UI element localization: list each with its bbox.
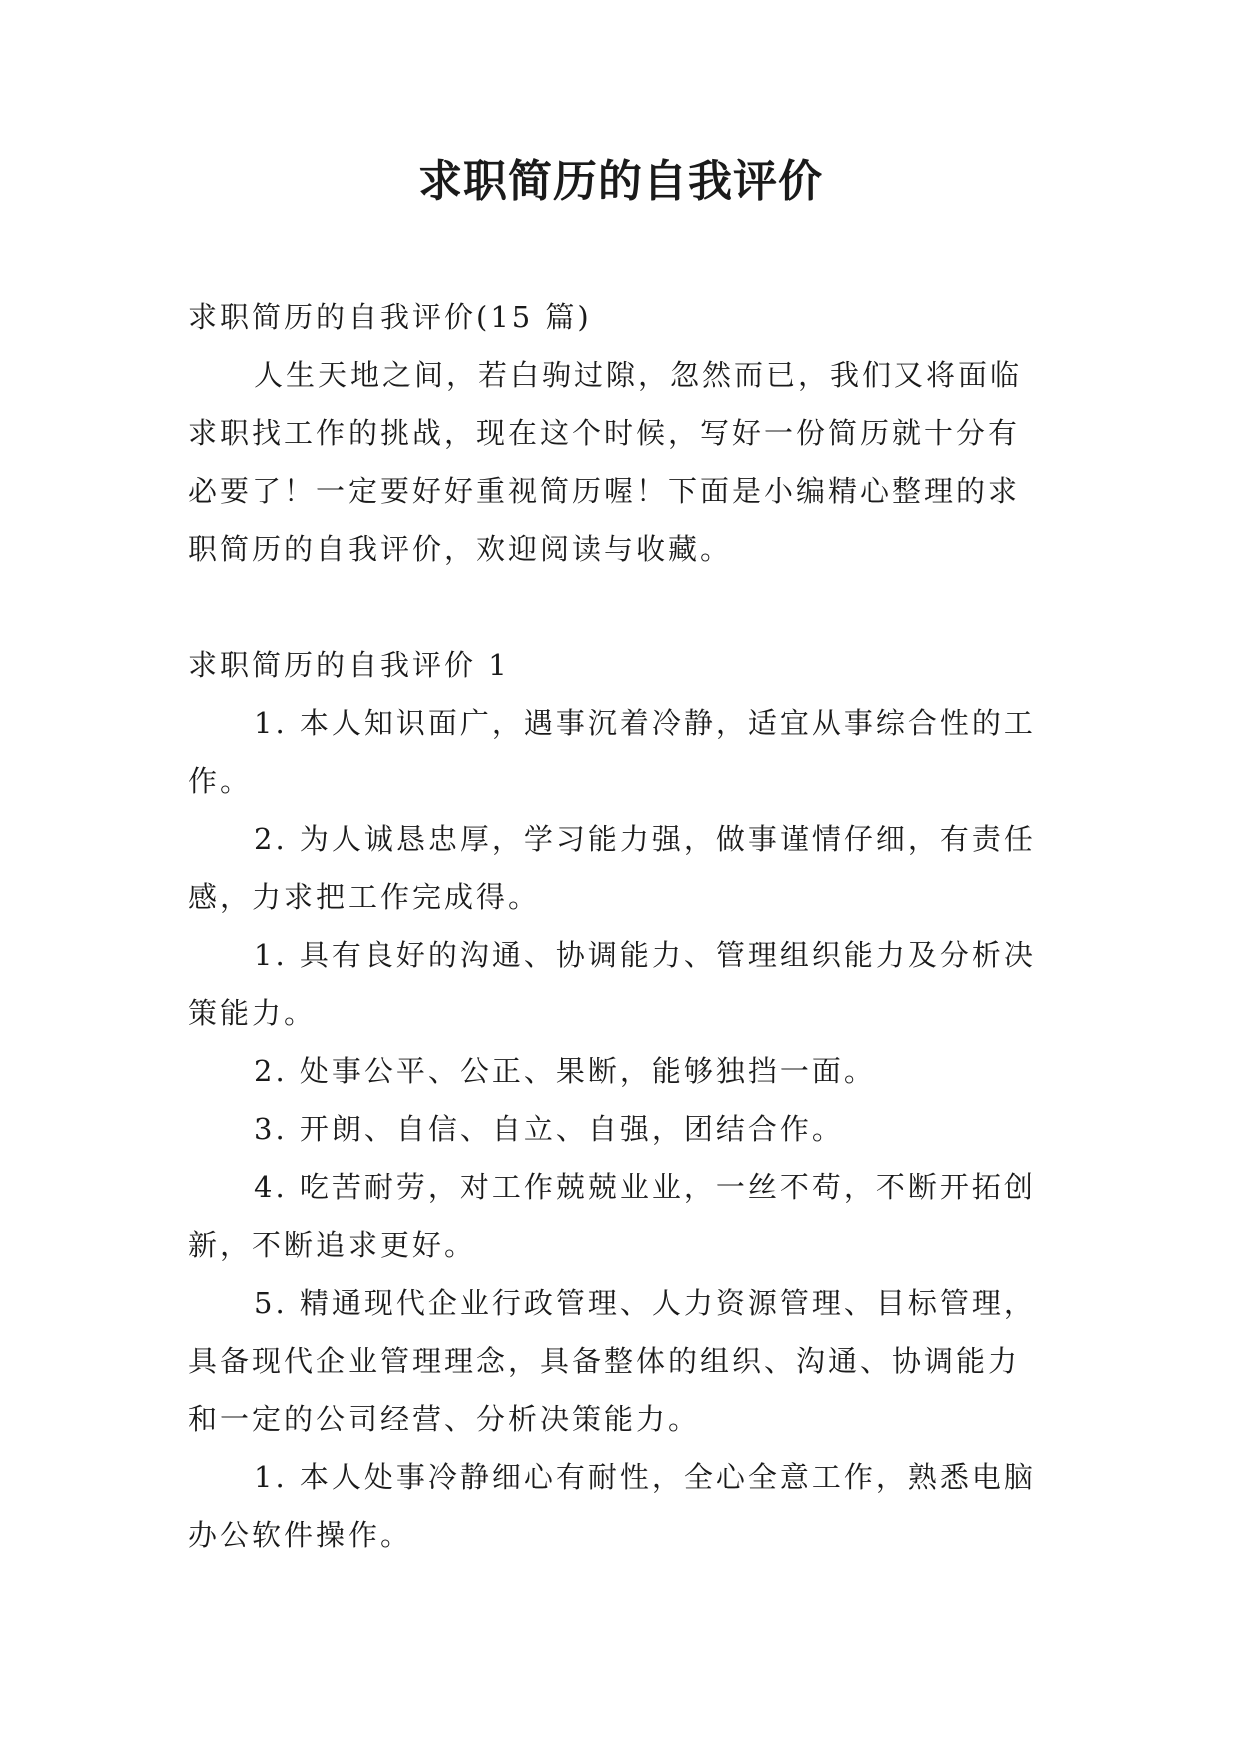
list-item: 1. 具有良好的沟通、协调能力、管理组织能力及分析决策能力。 <box>188 938 1036 1030</box>
list-item: 3. 开朗、自信、自立、自强，团结合作。 <box>254 1112 844 1146</box>
document-subtitle: 求职简历的自我评价(15 篇) <box>188 300 592 334</box>
list-item: 4. 吃苦耐劳，对工作兢兢业业，一丝不苟，不断开拓创新，不断追求更好。 <box>188 1170 1036 1262</box>
list-item: 1. 本人处事冷静细心有耐性，全心全意工作，熟悉电脑办公软件操作。 <box>188 1460 1036 1552</box>
list-item: 1. 本人知识面广，遇事沉着冷静，适宜从事综合性的工作。 <box>188 706 1036 798</box>
document-body <box>188 288 1048 1564</box>
list-item: 2. 为人诚恳忠厚，学习能力强，做事谨情仔细，有责任感，力求把工作完成得。 <box>188 822 1036 914</box>
intro-paragraph: 人生天地之间，若白驹过隙，忽然而已，我们又将面临求职找工作的挑战，现在这个时候，写好一份简历就十分有必要了！一定要好好重视简历喔！下面是小编精心整理的求职简历的自我评价，欢迎阅读与收藏。 <box>188 358 1023 566</box>
paragraph-spacer <box>188 578 1048 636</box>
list-item: 2. 处事公平、公正、果断，能够独挡一面。 <box>254 1054 876 1088</box>
section-heading: 求职简历的自我评价 1 <box>188 648 510 682</box>
document-title: 求职简历的自我评价 <box>418 156 823 207</box>
list-item: 5. 精通现代企业行政管理、人力资源管理、目标管理，具备现代企业管理理念，具备整体的组织、沟通、协调能力和一定的公司经营、分析决策能力。 <box>188 1286 1036 1436</box>
